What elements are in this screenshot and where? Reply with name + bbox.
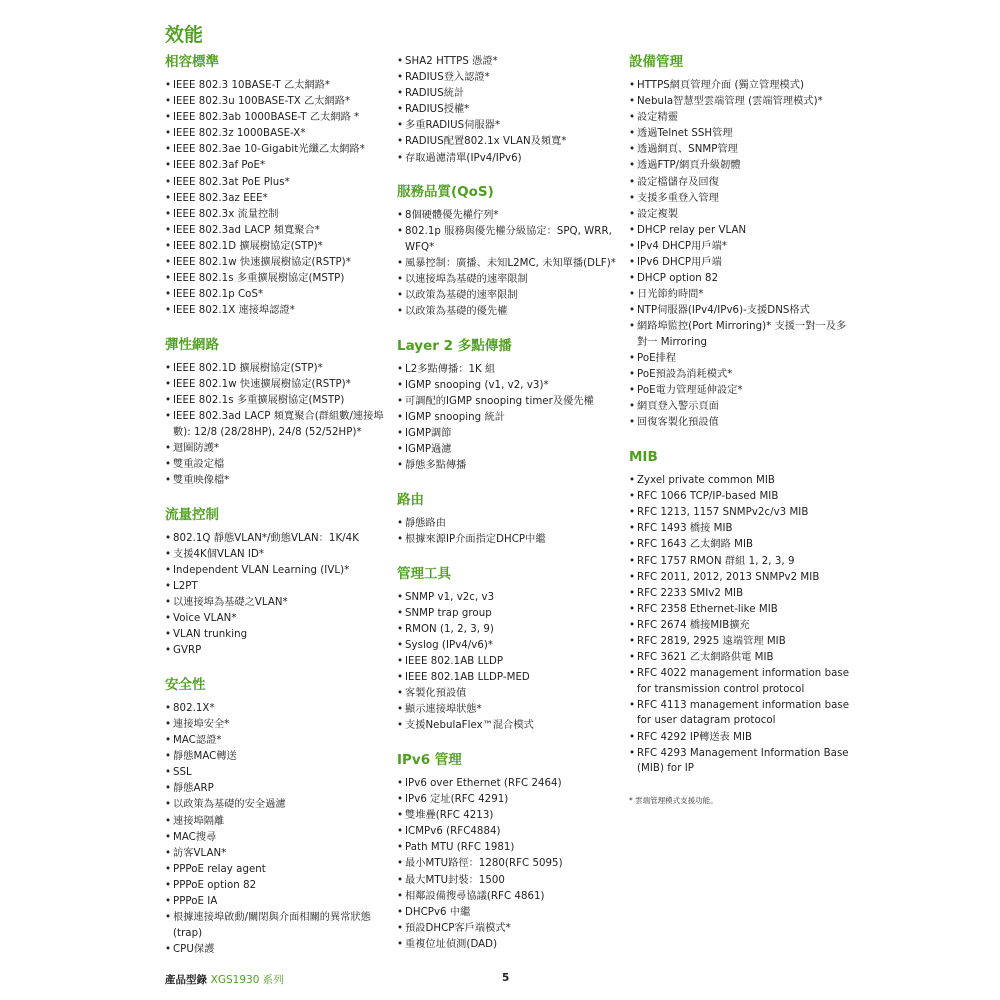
list-item: • IGMP snooping (v1, v2, v3)* [397,378,619,394]
list-item: • RADIUS統計 [397,86,619,102]
list-item: • RADIUS授權* [397,102,619,118]
list-item: • IEEE 802.3ad LACP 頻寬聚合(群組數/連接埠數): 12/8 (28/28HP), 24/8 (52/52HP)* [165,409,390,440]
list-item: • 設定檔儲存及回復 [629,175,854,191]
spec-list [397,54,619,166]
spec-section [397,338,619,474]
list-item: • IEEE 802.3u 100BASE-TX 乙太網路* [165,94,390,110]
list-item: • 預設DHCP客戶端模式* [397,921,619,937]
list-item: • IEEE 802.1AB LLDP-MED [397,670,619,686]
page-title: 效能 [165,24,204,46]
spec-list [165,701,390,958]
list-item: • RFC 1757 RMON 群組 1, 2, 3, 9 [629,554,854,570]
section-heading: 管理工具 [397,565,451,582]
list-item: • 最大MTU封裝：1500 [397,873,619,889]
list-item: • 靜態路由 [397,516,619,532]
list-item: • ICMPv6 (RFC4884) [397,824,619,840]
list-item: • RFC 2011, 2012, 2013 SNMPv2 MIB [629,570,854,586]
list-item: • RFC 4292 IP轉送表 MIB [629,730,854,746]
list-item: • 以政策為基礎的優先權 [397,304,619,320]
list-item: • 日光節約時間* [629,287,854,303]
spec-section [629,54,854,431]
list-item: • 雙重映像檔* [165,473,390,489]
list-item: • DHCP option 82 [629,271,854,287]
column-3 [629,54,854,806]
list-item: • L2多點傳播：1K 組 [397,362,619,378]
spec-list [629,473,854,777]
list-item: • CPU保護 [165,942,390,958]
list-item: • IEEE 802.1s 多重擴展樹協定(MSTP) [165,271,390,287]
spec-list [165,531,390,659]
list-item: • IEEE 802.3x 流量控制 [165,207,390,223]
footer-product-model [165,972,284,987]
list-item: • RFC 3621 乙太網路供電 MIB [629,650,854,666]
list-item: • 多重RADIUS伺服器* [397,118,619,134]
spec-list [397,208,619,320]
list-item: • PoE排程 [629,351,854,367]
list-item: • 802.1X* [165,701,390,717]
list-item: • HTTPS網頁管理介面 (獨立管理模式) [629,78,854,94]
list-item: • 透過FTP/網頁升級韌體 [629,158,854,174]
list-item: • GVRP [165,643,390,659]
list-item: • 網頁登入警示頁面 [629,399,854,415]
list-item: • RFC 2358 Ethernet-like MIB [629,602,854,618]
list-item: • 重複位址偵測(DAD) [397,937,619,953]
list-item: • 設定精靈 [629,110,854,126]
list-item: • 相鄰設備搜尋協議(RFC 4861) [397,889,619,905]
list-item: • 風暴控制：廣播、未知L2MC, 未知單播(DLF)* [397,256,619,272]
list-item: • L2PT [165,579,390,595]
list-item: • IEEE 802.1D 擴展樹協定(STP)* [165,239,390,255]
list-item: • 802.1p 服務與優先權分級協定：SPQ, WRR, WFQ* [397,224,619,255]
list-item: • 根據連接埠啟動/關閉與介面相關的異常狀態(trap) [165,910,390,941]
list-item: • 存取過濾清單(IPv4/IPv6) [397,151,619,167]
spec-section [397,492,619,548]
list-item: • IEEE 802.3ab 1000BASE-T 乙太網路 * [165,110,390,126]
footnote: * 雲端管理模式支援功能。 [629,795,718,805]
list-item: • IPv6 定址(RFC 4291) [397,792,619,808]
spec-section [397,184,619,320]
list-item: • RFC 1213, 1157 SNMPv2c/v3 MIB [629,505,854,521]
list-item: • SSL [165,765,390,781]
list-item: • 訪客VLAN* [165,846,390,862]
spec-section [165,337,390,489]
list-item: • 以政策為基礎的安全過濾 [165,797,390,813]
list-item: • NTP伺服器(IPv4/IPv6)-支援DNS格式 [629,303,854,319]
list-item: • 支援多重登入管理 [629,191,854,207]
footer-model-series: XGS1930 系列 [210,974,284,986]
list-item: • IEEE 802.1s 多重擴展樹協定(MSTP) [165,393,390,409]
list-item: • Independent VLAN Learning (IVL)* [165,563,390,579]
list-item: • 回復客製化預設值 [629,415,854,431]
list-item: • PPPoE relay agent [165,862,390,878]
section-heading: MIB [629,449,658,466]
spec-section [165,54,390,319]
list-item: • 連接埠安全* [165,717,390,733]
list-item: • VLAN trunking [165,627,390,643]
column-2 [397,54,619,971]
list-item: • Voice VLAN* [165,611,390,627]
list-item: • IEEE 802.3at PoE Plus* [165,175,390,191]
list-item: • IPv4 DHCP用戶端* [629,239,854,255]
spec-list [397,362,619,474]
list-item: • 可調配的IGMP snooping timer及優先權 [397,394,619,410]
spec-list [165,361,390,489]
section-heading: 流量控制 [165,506,219,523]
list-item: • 連接埠隔離 [165,814,390,830]
list-item: • Zyxel private common MIB [629,473,854,489]
section-heading: 設備管理 [629,54,683,70]
list-item: • IGMP snooping 統計 [397,410,619,426]
list-item: • IPv6 over Ethernet (RFC 2464) [397,776,619,792]
list-item: • IEEE 802.1w 快速擴展樹協定(RSTP)* [165,255,390,271]
list-item: • IEEE 802.1X 連接埠認證* [165,303,390,319]
list-item: • PoE預設為消耗模式* [629,367,854,383]
spec-section [397,752,619,953]
list-item: • RADIUS配置802.1x VLAN及頻寬* [397,134,619,150]
list-item: • 顯示連接埠狀態* [397,702,619,718]
list-item: • 以連接埠為基礎的速率限制 [397,272,619,288]
list-item: • IGMP調節 [397,426,619,442]
list-item: • SHA2 HTTPS 憑證* [397,54,619,70]
list-item: • RFC 1643 乙太網路 MIB [629,537,854,553]
list-item: • IPv6 DHCP用戶端 [629,255,854,271]
list-item: • IEEE 802.1D 擴展樹協定(STP)* [165,361,390,377]
list-item: • 透過網頁、SNMP管理 [629,142,854,158]
section-heading: IPv6 管理 [397,752,462,768]
list-item: • 雙堆疊(RFC 4213) [397,808,619,824]
list-item: • PPPoE IA [165,894,390,910]
list-item: • 透過Telnet SSH管理 [629,126,854,142]
list-item: • PoE電力管理延伸設定* [629,383,854,399]
list-item: • IEEE 802.3z 1000BASE-X* [165,126,390,142]
list-item: • Nebula智慧型雲端管理 (雲端管理模式)* [629,94,854,110]
list-item: • SNMP v1, v2c, v3 [397,590,619,606]
spec-section [629,449,854,777]
list-item: • IEEE 802.1w 快速擴展樹協定(RSTP)* [165,377,390,393]
footer-model-label: 產品型錄 [165,974,207,986]
list-item: • 802.1Q 靜態VLAN*/動態VLAN：1K/4K [165,531,390,547]
section-heading: 彈性網路 [165,336,219,353]
list-item: • RFC 2819, 2925 遠端管理 MIB [629,634,854,650]
section-heading: 相容標準 [165,54,219,70]
section-heading: 服務品質(QoS) [397,184,494,201]
list-item: • 支援4K個VLAN ID* [165,547,390,563]
list-item: • IEEE 802.3ad LACP 頻寬聚合* [165,223,390,239]
list-item: • DHCPv6 中繼 [397,905,619,921]
page-number: 5 [502,972,510,984]
spec-list [397,590,619,734]
list-item: • 以政策為基礎的速率限制 [397,288,619,304]
list-item: • SNMP trap group [397,606,619,622]
list-item: • Syslog (IPv4/v6)* [397,638,619,654]
list-item: • RADIUS登入認證* [397,70,619,86]
list-item: • Path MTU (RFC 1981) [397,840,619,856]
list-item: • IEEE 802.3az EEE* [165,191,390,207]
list-item: • 最小MTU路徑：1280(RFC 5095) [397,856,619,872]
list-item: • 靜態多點傳播 [397,458,619,474]
list-item: • RFC 4022 management information base for transmission control protocol [629,666,854,697]
list-item: • RFC 1066 TCP/IP-based MIB [629,489,854,505]
list-item: • IGMP過濾 [397,442,619,458]
list-item: • 支援NebulaFlex™混合模式 [397,718,619,734]
spec-list [397,776,619,953]
list-item: • RFC 4293 Management Information Base (MIB) for IP [629,746,854,777]
list-item: • 以連接埠為基礎之VLAN* [165,595,390,611]
list-item: • 設定複製 [629,207,854,223]
list-item: • RMON (1, 2, 3, 9) [397,622,619,638]
list-item: • DHCP relay per VLAN [629,223,854,239]
list-item: • MAC搜尋 [165,830,390,846]
section-heading: Layer 2 多點傳播 [397,337,512,354]
list-item: • IEEE 802.3ae 10-Gigabit光纖乙太網路* [165,142,390,158]
list-item: • 8個硬體優先權佇列* [397,208,619,224]
list-item: • RFC 4113 management information base for user datagram protocol [629,698,854,729]
list-item: • RFC 2674 橋接MIB擴充 [629,618,854,634]
list-item: • 客製化預設值 [397,686,619,702]
section-heading: 安全性 [165,676,206,693]
list-item: • IEEE 802.1AB LLDP [397,654,619,670]
section-heading: 路由 [397,491,424,508]
spec-section [165,677,390,958]
list-item: • IEEE 802.3af PoE* [165,158,390,174]
list-item: • IEEE 802.3 10BASE-T 乙太網路* [165,78,390,94]
list-item: • 雙重設定檔 [165,457,390,473]
list-item: • 靜態ARP [165,781,390,797]
spec-list [397,516,619,548]
list-item: • 迴圈防護* [165,441,390,457]
spec-section [397,566,619,734]
list-item: • IEEE 802.1p CoS* [165,287,390,303]
list-item: • RFC 1493 橋接 MIB [629,521,854,537]
list-item: • RFC 2233 SMIv2 MIB [629,586,854,602]
list-item: • 靜態MAC轉送 [165,749,390,765]
list-item: • MAC認證* [165,733,390,749]
column-1 [165,54,390,975]
list-item: • 根據來源IP介面指定DHCP中繼 [397,532,619,548]
spec-section [165,507,390,659]
spec-section [397,54,619,166]
spec-list [165,78,390,319]
spec-list [629,78,854,431]
list-item: • PPPoE option 82 [165,878,390,894]
list-item: • 網路埠監控(Port Mirroring)* 支援一對一及多對一 Mirroring [629,319,854,350]
